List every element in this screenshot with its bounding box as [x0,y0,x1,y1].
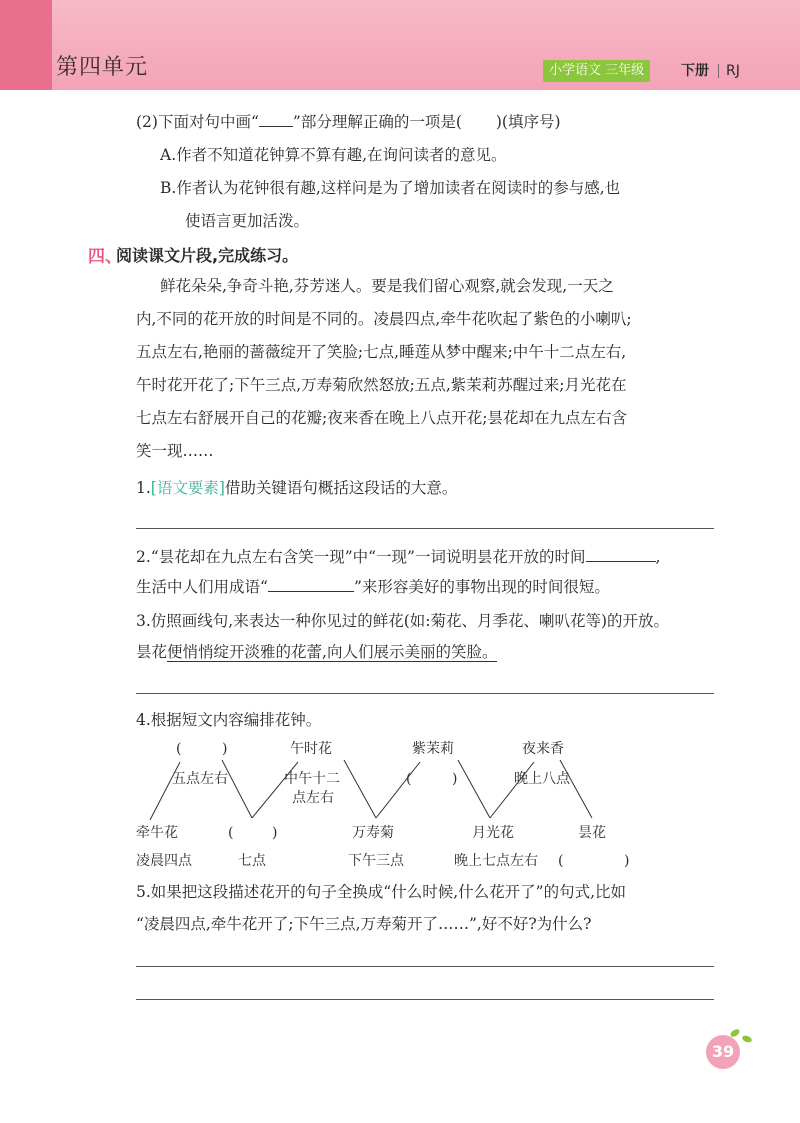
question-2-line: (2)下面对句中画“ ”部分理解正确的一项是( )(填序号) [136,113,561,131]
passage-line: 内,不同的花开放的时间是不同的。凌晨四点,牵牛花吹起了紫色的小喇叭; [136,310,632,328]
passage-line: 七点左右舒展开自己的花瓣;夜来香在晚上八点开花;昙花却在九点左右含 [136,409,627,427]
question-2: 2.“昙花却在九点左右含笑一现”中“一现”一词说明昙花开放的时间 , [136,548,661,566]
volume-label: 下册 [681,63,709,79]
question-3-example: 昙花便悄悄绽开淡雅的花蕾,向人们展示美丽的笑脸。 [136,643,498,661]
clock-arrow [458,760,490,818]
header-accent-bar [0,0,52,90]
question-3: 3.仿照画线句,来表达一种你见过的鲜花(如:菊花、月季花、喇叭花等)的开放。 [136,612,670,630]
question-2-line2: 生活中人们用成语“ ”来形容美好的事物出现的时间很短。 [136,578,610,596]
passage-line: 笑一现…… [136,442,214,460]
answer-line[interactable] [136,966,714,967]
answer-line[interactable] [136,693,714,694]
time-label: 五点左右 [172,771,228,787]
blank-paren-open: ( [228,825,234,841]
flower-label: 牵牛花 [136,825,178,841]
clock-arrow [560,760,592,818]
blank-paren-close: ) [624,853,630,869]
edition-label: RJ [726,63,740,79]
idiom-blank[interactable] [268,577,354,592]
page-header [0,0,800,90]
header-divider [718,64,719,78]
flower-label: 月光花 [472,825,514,841]
underlined-example: 便悄悄绽开淡雅的花蕾,向人们展示美丽的笑脸。 [167,643,498,661]
flower-label: 午时花 [290,741,332,757]
clock-arrow [344,760,376,818]
clock-arrow [222,760,252,818]
answer-blank[interactable] [586,547,656,562]
question-5: 5.如果把这段描述花开的句子全换成“什么时候,什么花开了”的句式,比如 [136,883,626,901]
passage-line: 五点左右,艳丽的蔷薇绽开了笑脸;七点,睡莲从梦中醒来;中午十二点左右, [136,343,627,361]
leaf-icon [741,1034,752,1043]
blank-paren-close: ) [222,741,228,757]
flower-label: 夜来香 [522,741,564,757]
blank-paren-open: ( [406,771,412,787]
answer-line[interactable] [136,528,714,529]
passage-line: 鲜花朵朵,争奇斗艳,芬芳迷人。要是我们留心观察,就会发现,一天之 [160,277,614,295]
page-number: 39 [706,1035,740,1069]
question-4: 4.根据短文内容编排花钟。 [136,711,322,729]
blank-paren-close: ) [452,771,458,787]
question-5-line2: “凌晨四点,牵牛花开了;下午三点,万寿菊开了……”,好不好?为什么? [136,915,592,933]
flower-label: 万寿菊 [352,825,394,841]
question-1: 1.[语文要素]借助关键语句概括这段话的大意。 [136,479,458,497]
option-a: A.作者不知道花钟算不算有趣,在询问读者的意见。 [160,146,507,164]
option-b-line1: B.作者认为花钟很有趣,这样问是为了增加读者在阅读时的参与感,也 [160,179,621,197]
skill-tag: [语文要素] [150,479,225,497]
flower-label: 昙花 [578,825,606,841]
subject-badge: 小学语文 三年级 [543,60,650,82]
blank-paren-close: ) [272,825,278,841]
time-label: 下午三点 [348,853,404,869]
passage-line: 午时花开花了;下午三点,万寿菊欣然怒放;五点,紫茉莉苏醒过来;月光花在 [136,376,627,394]
time-label: 晚上七点左右 [454,853,538,869]
time-label: 中午十二 [284,771,340,787]
time-label: 点左右 [292,790,334,806]
blank-paren-open: ( [558,853,564,869]
time-label: 七点 [238,853,266,869]
option-b-line2: 使语言更加活泼。 [185,212,310,230]
time-label: 晚上八点 [514,771,570,787]
answer-line[interactable] [136,999,714,1000]
unit-title: 第四单元 [56,55,149,80]
blank-paren-open: ( [176,741,182,757]
section-number: 四、 [88,247,122,267]
flower-label: 紫茉莉 [412,741,454,757]
section-title: 阅读课文片段,完成练习。 [116,246,299,265]
clock-arrow [376,762,420,818]
underline-blank[interactable] [259,112,293,127]
time-label: 凌晨四点 [136,853,192,869]
